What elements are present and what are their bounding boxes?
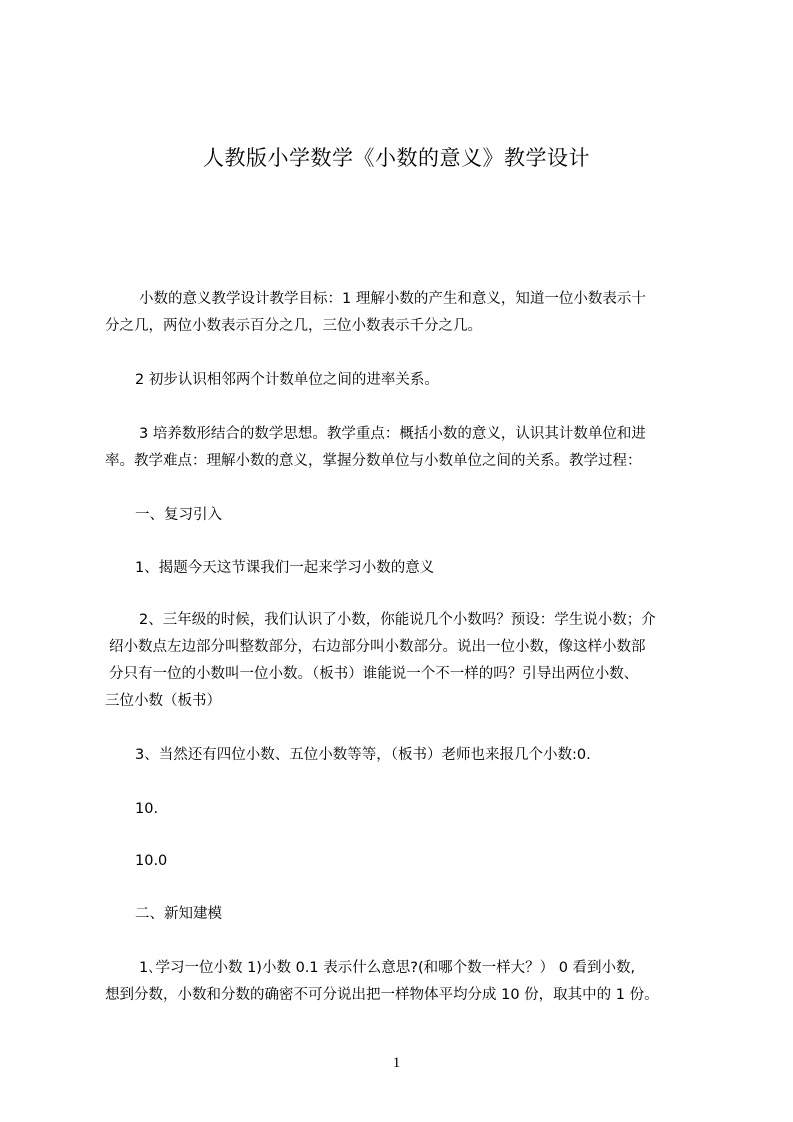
paragraph-number-1 [105, 796, 701, 823]
text-line: 率。教学难点：理解小数的意义，掌握分数单位与小数单位之间的关系。教学过程： [105, 453, 642, 469]
text-line: 1、揭题今天这节课我们一起来学习小数的意义 [135, 560, 435, 576]
text-line: 2 初步认识相邻两个计数单位之间的进率关系。 [135, 372, 439, 388]
text-line: 3、当然还有四位小数、五位小数等等，（板书）老师也来报几个小数:0. [135, 747, 591, 763]
paragraph-objective-2 [105, 367, 701, 394]
text-line: 分只有一位的小数叫一位小数。（板书）谁能说一个不一样的吗？引导出两位小数、 [109, 666, 639, 682]
section-heading-new-knowledge [105, 901, 701, 928]
text-line: 二、新知建模 [135, 906, 222, 922]
page-number: 1 [392, 1055, 401, 1071]
text-line: 三位小数（板书） [105, 693, 221, 709]
text-line: 10. [135, 801, 159, 817]
text-line: 绍小数点左边部分叫整数部分，右边部分叫小数部分。说出一位小数，像这样小数部 [109, 639, 646, 655]
text-line: 3 培养数形结合的数学思想。教学重点：概括小数的意义，认识其计数单位和进 [139, 426, 646, 442]
paragraph-grade-three [105, 607, 701, 715]
paragraph-more-decimals [105, 742, 701, 769]
text-line: 一、复习引入 [135, 507, 222, 523]
text-line: 想到分数，小数和分数的确密不可分说出把一样物体平均分成 10 份，取其中的 1 份。 [105, 987, 659, 1003]
text-line: 分之几，两位小数表示百分之几，三位小数表示千分之几。 [105, 318, 482, 334]
paragraph-number-2 [105, 848, 701, 875]
paragraph-objectives [105, 286, 701, 340]
section-heading-review [105, 502, 701, 529]
paragraph-topic [105, 555, 701, 582]
text-line: 10.0 [135, 853, 168, 869]
paragraph-objective-3 [105, 421, 701, 475]
paragraph-one-decimal [105, 955, 701, 1009]
text-line: 小数的意义教学设计教学目标：1 理解小数的产生和意义，知道一位小数表示十 [139, 291, 646, 307]
document-title: 人教版小学数学《小数的意义》教学设计 [203, 146, 590, 170]
text-line: 1､学习一位小数 1)小数 0.1 表示什么意思?(和哪个数一样大？） 0 看到小数, [139, 960, 636, 976]
text-line: 2、三年级的时候，我们认识了小数，你能说几个小数吗？预设：学生说小数；介 [139, 612, 656, 628]
